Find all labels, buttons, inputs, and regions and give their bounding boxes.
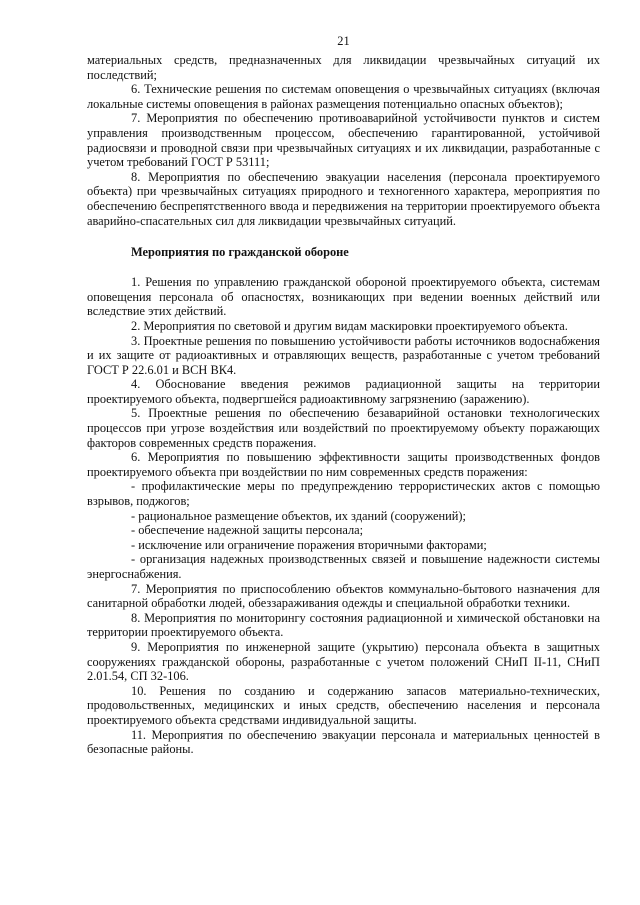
cd-item-1: 1. Решения по управлению гражданской обороной проектируемого объекта, системам оповещения персонала об опасностях, возникающих при ведении военных действий или вследствие этих действий. xyxy=(87,275,600,319)
cd-item-4: 4. Обоснование введения режимов радиационной защиты на территории проектируемого объекта, подвергшейся радиоактивному загрязнению (заражению). xyxy=(87,377,600,406)
cd-item-11: 11. Мероприятия по обеспечению эвакуации персонала и материальных ценностей в безопасные районы. xyxy=(87,727,600,757)
cd-item-9: 9. Мероприятия по инженерной защите (укрытию) персонала объекта в защитных сооружениях гражданской обороны, разработанные с учетом положений СНиП II-11, СНиП 2.01.54, СП 32-106. xyxy=(87,639,600,684)
cd-item-6: 6. Мероприятия по повышению эффективности защиты производственных фондов проектируемого объекта при воздействии по ним современных средств поражения: xyxy=(87,450,600,479)
cd-subitem-energy: - организация надежных производственных связей и повышение надежности системы энергоснабжения. xyxy=(87,552,600,581)
paragraph-item-6: 6. Технические решения по системам оповещения о чрезвычайных ситуациях (включая локальные системы оповещения в районах размещения потенциально опасных объектов); xyxy=(87,82,600,111)
page-number: 21 xyxy=(337,34,350,48)
civil-defense-section xyxy=(87,275,600,757)
paragraph-continuation: материальных средств, предназначенных для ликвидации чрезвычайных ситуаций их последствий; xyxy=(87,53,600,82)
cd-subitem-placement: - рациональное размещение объектов, их зданий (сооружений); xyxy=(131,508,466,523)
cd-item-5: 5. Проектные решения по обеспечению безаварийной остановки технологических процессов при угрозе воздействия или воздействий по проектируемому объекту поражающих факторов современных средств поражения. xyxy=(87,406,600,450)
cd-item-2: 2. Мероприятия по световой и другим видам маскировки проектируемого объекта. xyxy=(131,318,568,333)
cd-item-10: 10. Решения по созданию и содержанию запасов материально-технических, продовольственных, медицинских и иных средств, обеспечению населения и персонала проектируемого объекта средствами индивидуальной защиты. xyxy=(87,683,600,727)
cd-item-7: 7. Мероприятия по приспособлению объектов коммунально-бытового назначения для санитарной обработки людей, обеззараживания одежды и специальной обработки техники. xyxy=(87,581,600,611)
section-heading: Мероприятия по гражданской обороне xyxy=(131,245,349,260)
cd-subitem-secondary: - исключение или ограничение поражения вторичными факторами; xyxy=(131,537,487,552)
cd-item-8: 8. Мероприятия по мониторингу состояния радиационной и химической обстановки на территории проектируемого объекта. xyxy=(87,610,600,640)
paragraph-item-7: 7. Мероприятия по обеспечению противоаварийной устойчивости пунктов и систем управления производственным процессом, обеспечению гарантированной, устойчивой радиосвязи и проводной связи при чрезвычайных ситуациях и их ликвидации, разработанные с учетом требований ГОСТ Р 53111; xyxy=(87,111,600,170)
intro-section xyxy=(87,53,600,228)
paragraph-item-8: 8. Мероприятия по обеспечению эвакуации населения (персонала проектируемого объекта) при чрезвычайных ситуациях природного и техногенного характера, мероприятия по обеспечению беспрепятственного ввода и передвижения на территории проектируемого объекта аварийно-спасательных сил для ликвидации чрезвычайных ситуаций. xyxy=(87,169,600,228)
cd-subitem-protection: - обеспечение надежной защиты персонала; xyxy=(131,523,364,538)
cd-item-3: 3. Проектные решения по повышению устойчивости работы источников водоснабжения и их защите от радиоактивных и отравляющих веществ, разработанные с учетом требований ГОСТ Р 22.6.01 и ВСН ВК4. xyxy=(87,333,600,377)
cd-subitem-terror: - профилактические меры по предупреждению террористических актов с помощью взрывов, поджогов; xyxy=(87,479,600,509)
